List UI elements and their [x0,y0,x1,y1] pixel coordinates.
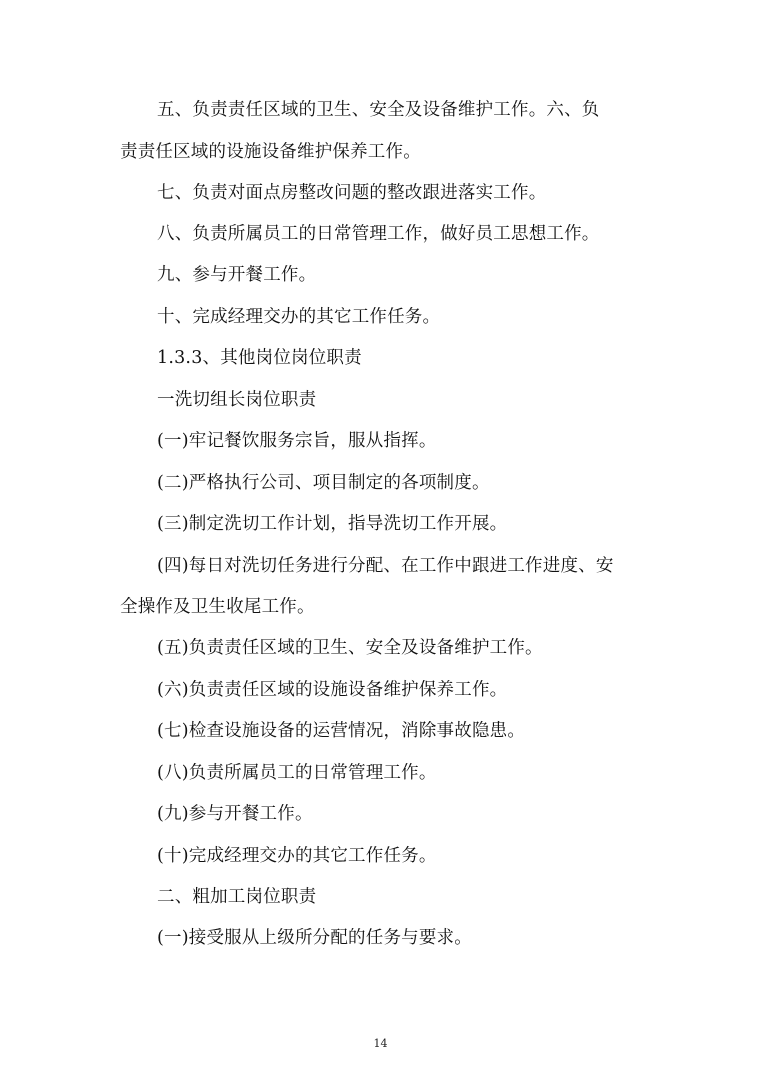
paragraph-line: 十、完成经理交办的其它工作任务。 [157,307,441,327]
list-item: (六)负责责任区域的设施设备维护保养工作。 [157,680,508,700]
paragraph-line: 九、参与开餐工作。 [157,265,317,285]
list-item: (五)负责责任区域的卫生、安全及设备维护工作。 [157,638,543,658]
list-item: (一)牢记餐饮服务宗旨，服从指挥。 [157,431,437,451]
list-item: (八)负责所属员工的日常管理工作。 [157,763,437,783]
page-number: 14 [373,1037,388,1050]
section-heading: 1.3.3、其他岗位岗位职责 [157,348,362,368]
section-heading: 一洗切组长岗位职责 [157,390,317,410]
list-item: (四)每日对洗切任务进行分配、在工作中跟进工作进度、安 [157,556,614,576]
paragraph-line: 七、负责对面点房整改问题的整改跟进落实工作。 [157,183,547,203]
paragraph-line: 八、负责所属员工的日常管理工作，做好员工思想工作。 [157,224,600,244]
list-item: (一)接受服从上级所分配的任务与要求。 [157,928,472,948]
paragraph-line: 责责任区域的设施设备维护保养工作。 [120,142,421,162]
list-item: (二)严格执行公司、项目制定的各项制度。 [157,473,490,493]
list-item: (七)检查设施设备的运营情况，消除事故隐患。 [157,721,526,741]
list-item: (九)参与开餐工作。 [157,804,313,824]
paragraph-line: 五、负责责任区域的卫生、安全及设备维护工作。六、负 [157,100,600,120]
list-item: (十)完成经理交办的其它工作任务。 [157,846,437,866]
list-item-continuation: 全操作及卫生收尾工作。 [120,597,315,617]
list-item: (三)制定洗切工作计划，指导洗切工作开展。 [157,514,508,534]
section-heading: 二、粗加工岗位职责 [157,887,317,907]
